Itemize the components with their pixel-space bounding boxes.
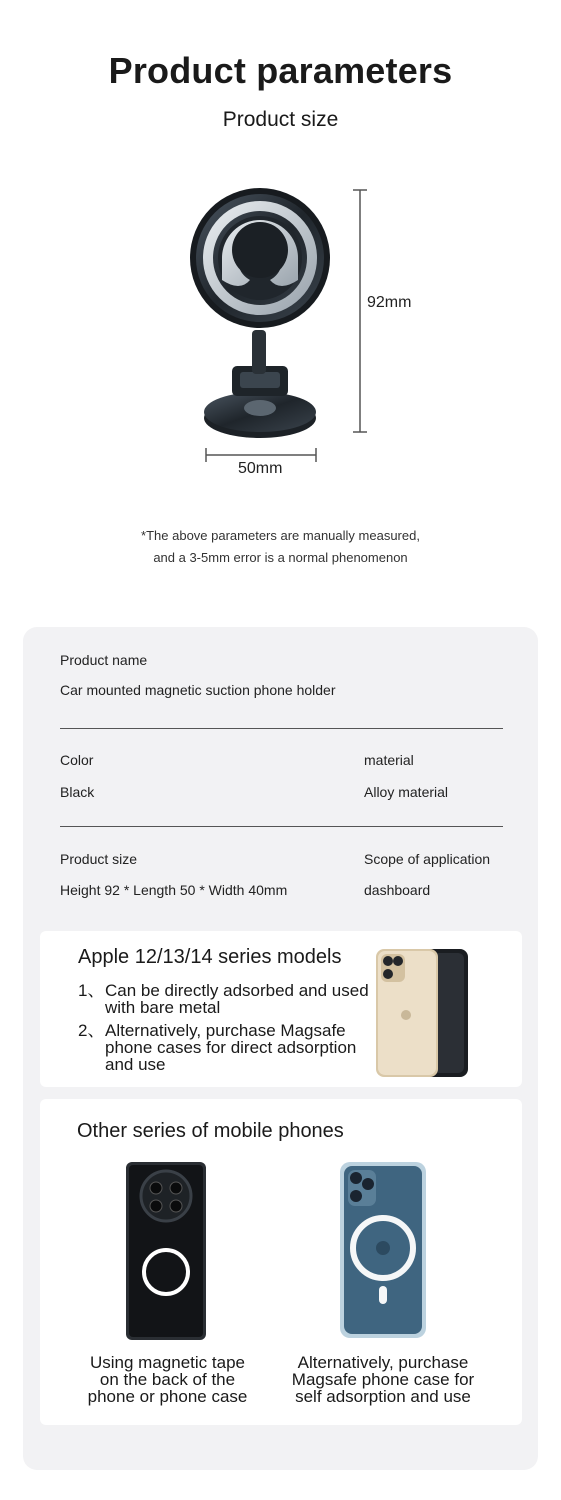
scope-label: Scope of application bbox=[364, 851, 491, 867]
color-label: Color bbox=[60, 752, 94, 768]
width-dimension: 50mm bbox=[238, 460, 283, 477]
iphone-gold-image bbox=[372, 945, 472, 1080]
color-value: Black bbox=[60, 784, 95, 800]
measurement-note bbox=[0, 525, 561, 569]
product-size-label: Product size bbox=[60, 851, 138, 867]
right-caption: Alternatively, purchase Magsafe phone case for self adsorption and use bbox=[291, 1353, 475, 1406]
left-caption: Using magnetic tape on the back of the phone or phone case bbox=[87, 1353, 248, 1406]
point-number: 1、 bbox=[78, 981, 105, 1000]
iphone-blue-image bbox=[338, 1160, 428, 1340]
material-value: Alloy material bbox=[364, 784, 449, 800]
section-subtitle: Product size bbox=[222, 108, 339, 131]
point-text: Alternatively, purchase Magsafe phone cases for direct adsorption and use bbox=[105, 1021, 357, 1074]
material-label: material bbox=[364, 752, 414, 768]
note-line-1: *The above parameters are manually measured, bbox=[141, 528, 420, 543]
point-text: Can be directly adsorbed and used with bare metal bbox=[105, 981, 369, 1017]
android-phone-image bbox=[124, 1160, 208, 1342]
scope-value: dashboard bbox=[364, 882, 431, 898]
note-line-2: and a 3-5mm error is a normal phenomenon bbox=[153, 550, 408, 565]
height-dimension: 92mm bbox=[367, 294, 412, 311]
apple-point-1 bbox=[78, 982, 378, 1018]
apple-point-2 bbox=[78, 1022, 378, 1074]
product-size-value: Height 92 * Length 50 * Width 40mm bbox=[60, 882, 288, 898]
page-title: Product parameters bbox=[108, 50, 453, 91]
other-panel-title: Other series of mobile phones bbox=[77, 1120, 344, 1142]
phone-holder-image bbox=[170, 180, 430, 480]
product-name-label: Product name bbox=[60, 652, 148, 668]
apple-panel-title: Apple 12/13/14 series models bbox=[78, 946, 342, 968]
product-name-value: Car mounted magnetic suction phone holder bbox=[60, 682, 336, 698]
divider bbox=[60, 826, 503, 827]
point-number: 2、 bbox=[78, 1021, 105, 1040]
divider bbox=[60, 728, 503, 729]
